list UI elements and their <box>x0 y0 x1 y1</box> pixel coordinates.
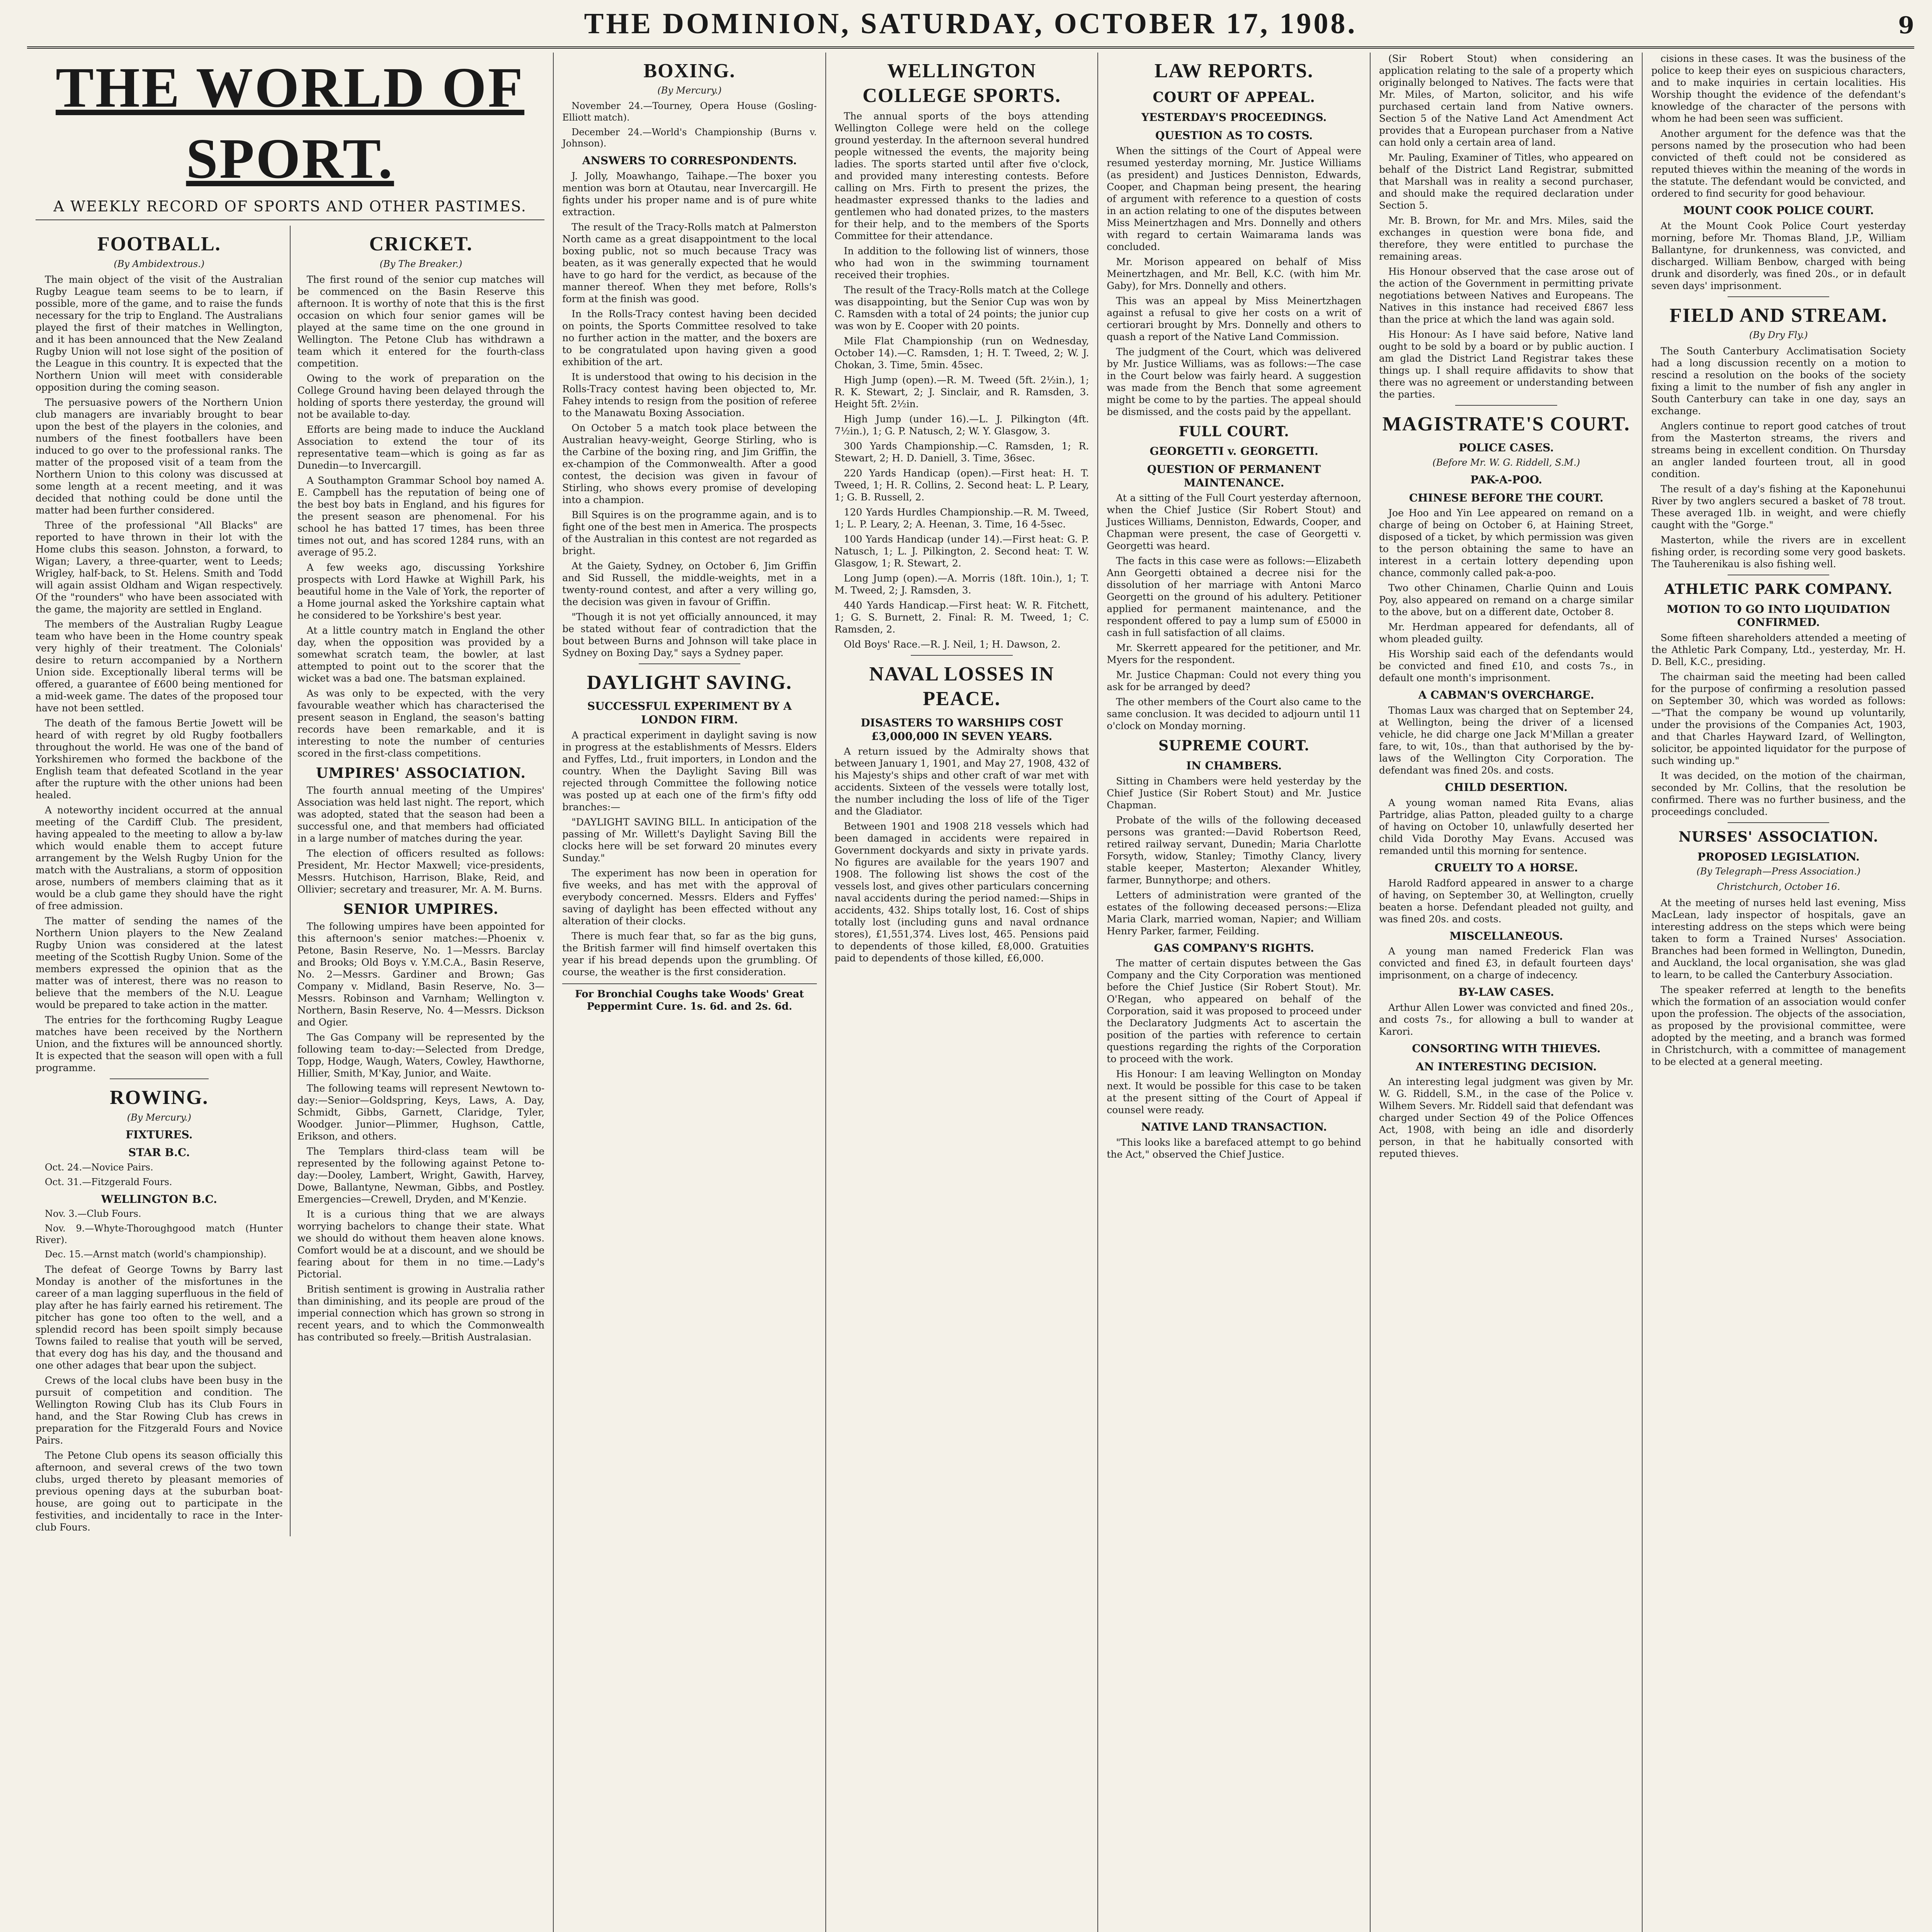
paragraph: The Petone Club opens its season officially this afternoon, and several crews of the two town clubs, urged thereto by pleasant memories of previous opening days at the suburban boat-house, are going out to participate in the festivities, and incidentally to race in the Inter-club Fours. <box>36 1450 283 1533</box>
answers-heading: ANSWERS TO CORRESPONDENTS. <box>582 154 797 167</box>
decision-continued <box>1651 53 1906 199</box>
boxing-column <box>554 53 826 1932</box>
divider <box>639 663 740 664</box>
cricket-body <box>298 274 545 759</box>
appeal-body <box>1107 145 1361 418</box>
paragraph: Nov. 3.—Club Fours. <box>45 1208 141 1219</box>
thieves-heading: CONSORTING WITH THIEVES. <box>1412 1042 1601 1055</box>
paragraph: The fourth annual meeting of the Umpires' Association was held last night. The report, which was adopted, stated that the season had been a successful one, and that members had officiated in a large number of matches during the year. <box>297 784 545 844</box>
paragraph: Owing to the work of preparation on the College Ground having been delayed through the holding of sports there yesterday, the ground will not be available to-day. <box>297 373 545 420</box>
paragraph: A noteworthy incident occurred at the annual meeting of the Cardiff Club. The president, having appealed to the meeting to allow a by-law which would enable them to accept future arrangement by the Welsh Rugby Union for the match with the Australians, a storm of opposition arose, numbers of members claiming that as it would be a club game they should have the right of free admission. <box>36 804 283 912</box>
appeal-sub: YESTERDAY'S PROCEEDINGS. <box>1141 111 1327 124</box>
senior-umpires-heading: SENIOR UMPIRES. <box>343 901 499 917</box>
masthead <box>27 7 1914 49</box>
paragraph: The experiment has now been in operation for five weeks, and has met with the approval of everybody concerned. Messrs. Elders and Fyffes' saving of daylight has been effected without any alteration of their clocks. <box>562 867 817 927</box>
paragraph: Efforts are being made to induce the Auckland Association to extend the tour of its representative team—which is going as far as Dunedin—to Invercargill. <box>297 424 545 471</box>
star-club-heading: STAR B.C. <box>128 1146 190 1159</box>
misc-heading: MISCELLANEOUS. <box>1449 929 1563 942</box>
supreme-heading: SUPREME COURT. <box>1158 738 1310 754</box>
magistrate-column <box>1371 53 1643 1932</box>
page-number: 9 <box>1898 12 1914 39</box>
gas-body <box>1107 957 1361 1116</box>
misc-text: A young man named Frederick Flan was convicted and fined £3, in default fourteen days' imprisonment, on a charge of indecency. <box>1379 946 1634 981</box>
daylight-body <box>562 729 817 978</box>
full-court-body <box>1107 492 1361 732</box>
supreme-sub: IN CHAMBERS. <box>1186 759 1282 772</box>
paragraph: 300 Yards Championship.—C. Ramsden, 1; R. Stewart, 2; H. D. Daniell, 3. Time, 36sec. <box>834 440 1089 464</box>
cricket-heading: CRICKET. <box>369 233 473 255</box>
paragraph: A return issued by the Admiralty shows that between January 1, 1901, and May 27, 1908, 432 of his Majesty's ships and other craft of war met with accidents. Sixteen of the vessels were totally lost, the number including the loss of life of the Tiger and the Gladiator. <box>834 746 1089 817</box>
college-column <box>826 53 1099 1932</box>
athletic-heading: ATHLETIC PARK COMPANY. <box>1664 581 1893 597</box>
football-column <box>36 226 291 1536</box>
paragraph: 100 Yards Handicap (under 14).—First heat: G. P. Natusch, 1; L. J. Pilkington, 2. Second heat: T. W. Glasgow, 1; R. Stewart, 2. <box>834 533 1089 569</box>
paragraph: Mr. Morison appeared on behalf of Miss Meinertzhagen, and Mr. Bell, K.C. (with him Mr. Gaby), for Mrs. Donnelly and others. <box>1107 256 1361 291</box>
football-body <box>36 274 283 1074</box>
rowing-byline: (By Mercury.) <box>127 1112 191 1123</box>
paragraph: 120 Yards Hurdles Championship.—R. M. Tweed, 1; L. P. Leary, 2; A. Heenan, 3. Time, 16 4-5sec. <box>834 506 1089 530</box>
paragraph: The result of the Tracy-Rolls match at the College was disappointing, but the Senior Cup was won by C. Ramsden with a total of 24 points; the junior cup was won by E. Cooper with 20 points. <box>834 284 1089 332</box>
paragraph: At a sitting of the Full Court yesterday afternoon, when the Chief Justice (Sir Robert Stout) and Justices Williams, Denniston, Edwards, Cooper, and Chapman were present, the case of Georgetti v. Georgetti was heard. <box>1107 492 1361 552</box>
bylaw-heading: BY-LAW CASES. <box>1458 986 1554 999</box>
paragraph: Mr. Skerrett appeared for the petitioner, and Mr. Myers for the respondent. <box>1107 642 1361 666</box>
native-heading: NATIVE LAND TRANSACTION. <box>1141 1121 1327 1134</box>
paragraph: The Templars third-class team will be represented by the following against Petone to-day:—Dooley, Lambert, Wright, Gawith, Harvey, Dowe, Ballantyne, Newman, Gibbs, and Postley. Emergencies—Crewell, Dryden, and M'Kenzie. <box>297 1145 545 1205</box>
paragraph: (Sir Robert Stout) when considering an application relating to the sale of a property which originally belonged to Natives. The facts were that Mr. Miles, of Marton, solicitor, and his wife purchased certain land from Native owners. Section 5 of the Native Land Act Amendment Act provides that a European purchaser from a Native can hold only a certain area of land. <box>1379 53 1634 148</box>
paragraph: Some fifteen shareholders attended a meeting of the Athletic Park Company, Ltd., yesterday, Mr. H. D. Bell, K.C., presiding. <box>1651 632 1906 667</box>
paragraph: Dec. 15.—Arnst match (world's championship). <box>45 1249 267 1260</box>
nurses-sub: PROPOSED LEGISLATION. <box>1697 850 1860 863</box>
paragraph: Crews of the local clubs have been busy in the pursuit of competition and condition. The Wellington Rowing Club has its Club Fours in hand, and the Star Rowing Club has crews in preparation for the Fitzgerald Fours and Novice Pairs. <box>36 1375 283 1446</box>
columns <box>27 53 1914 1932</box>
paragraph: In the Rolls-Tracy contest having been decided on points, the Sports Committee resolved to take no further action in the matter, and the boxers are to be congratulated upon having given a good exhibition of the art. <box>562 308 817 367</box>
cabman-heading: A CABMAN'S OVERCHARGE. <box>1418 689 1594 702</box>
paragraph: Mr. Herdman appeared for defendants, all of whom pleaded guilty. <box>1379 621 1634 645</box>
paragraph: Masterton, while the rivers are in excellent fishing order, is recording some very good baskets. The Tauherenikau is also fishing well. <box>1651 534 1906 570</box>
answers-text: J. Jolly, Moawhango, Taihape.—The boxer you mention was born at Otautau, near Invercargill. He fights under his proper name and is of pure white extraction. <box>562 170 817 218</box>
rowing-body <box>36 1264 283 1533</box>
paragraph: His Honour: I am leaving Wellington on Monday next. It would be possible for this case to be taken at the present sitting of the Court of Appeal if counsel were ready. <box>1107 1068 1361 1116</box>
pakapoo-heading: PAK-A-POO. <box>1470 473 1543 486</box>
paragraph: The speaker referred at length to the benefits which the formation of an association would confer upon the profession. The objects of the association, as proposed by the provisional committee, were adopted by the meeting, and a branch was formed in Christchurch, with a committee of management to be elected at a general meeting. <box>1651 984 1906 1067</box>
full-court-heading: FULL COURT. <box>1179 423 1289 440</box>
paragraph: British sentiment is growing in Australia rather than diminishing, and its people are proud of the imperial connection which has grown so strong in recent years, and to which the Commonwealth has contributed so freely.—British Australasian. <box>297 1283 545 1343</box>
paragraph: The other members of the Court also came to the same conclusion. It was decided to adjourn until 11 o'clock on Monday morning. <box>1107 696 1361 732</box>
paragraph: This was an appeal by Miss Meinertzhagen against a refusal to give her costs on a writ of certiorari brought by Mrs. Donnelly and others to quash a report of the Native Land Commission. <box>1107 295 1361 342</box>
paragraph: Bill Squires is on the programme again, and is to fight one of the best men in America. The prospects of the Australian in this contest are not regarded as bright. <box>562 509 817 556</box>
paragraph: Nov. 9.—Whyte-Thoroughgood match (Hunter River). <box>36 1223 283 1245</box>
wellington-club-heading: WELLINGTON B.C. <box>101 1192 217 1206</box>
athletic-body <box>1651 632 1906 818</box>
paragraph: Between 1901 and 1908 218 vessels which had been damaged in accidents were repaired in Government dockyards and sixty in private yards. No figures are available for the years 1907 and 1908. The following list shows the cost of the vessels lost, and gives other particulars concerning naval accidents during the period named:—Ships in accidents, 432. Ships totally lost, 16. Cost of ships totally lost (including guns and naval ordnance stores), £1,551,374. Lives lost, 465. Pensions paid to dependents of those killed, £8,000. Gratuities paid to dependents of those killed, £6,000. <box>834 821 1089 964</box>
law-column <box>1098 53 1371 1932</box>
cruelty-heading: CRUELTY TO A HORSE. <box>1434 861 1578 874</box>
naval-body <box>835 745 1089 964</box>
paragraph: The South Canterbury Acclimatisation Society had a long discussion recently on a motion to rescind a resolution on the books of the society fixing a limit to the number of fish any angler in South Canterbury can take in one day, says an exchange. <box>1651 345 1906 417</box>
paragraph: Anglers continue to report good catches of trout from the Masterton streams, the rivers and streams being in excellent condition. On Thursday an angler landed fourteen trout, all in good condition. <box>1651 420 1906 480</box>
decision-text: An interesting legal judgment was given by Mr. W. G. Riddell, S.M., in the case of the Police v. Wilhem Severs. Mr. Riddell said that defendant was charged under Section 49 of the Police Offences Act, 1908, with being an idle and disorderly person, in that he habitually consorted with reputed thieves. <box>1379 1076 1634 1160</box>
sport-title: THE WORLD OF SPORT. <box>56 56 525 190</box>
paragraph: The following teams will represent Newtown to-day:—Senior—Goldspring, Keys, Laws, A. Day, Schmidt, Gibbs, Garnett, Claridge, Tyler, Woodger. Junior—Plimmer, Hughson, Cattle, Erikson, and others. <box>297 1082 545 1142</box>
paragraph: His Honour: As I have said before, Native land ought to be sold by a board or by public auction. I am glad the District Land Registrar takes these things up. I shall require affidavits to show that there was no agreement or understanding between the parties. <box>1379 329 1634 400</box>
paragraph: Two other Chinamen, Charlie Quinn and Louis Poy, also appeared on remand on a charge similar to the above, but on a different date, October 8. <box>1379 582 1634 618</box>
field-column <box>1643 53 1914 1932</box>
divider <box>1455 405 1557 406</box>
field-byline: (By Dry Fly.) <box>1749 330 1808 341</box>
paragraph: "DAYLIGHT SAVING BILL. In anticipation of the passing of Mr. Willett's Daylight Saving Bill the clocks here will be set forward 20 minutes every Sunday." <box>562 816 817 864</box>
cricket-column <box>291 226 545 1536</box>
paragraph: Mr. B. Brown, for Mr. and Mrs. Miles, said the exchanges in question were bona fide, and therefore, they were entitled to purchase the remaining areas. <box>1379 215 1634 262</box>
football-byline: (By Ambidextrous.) <box>114 258 205 269</box>
paragraph: The facts in this case were as follows:—Elizabeth Ann Georgetti obtained a decree nisi for the dissolution of her marriage with Antoni Marco Georgetti on the ground of his adultery. Petitioner applied for permanent maintenance, and the respondent offered to pay a lump sum of £5000 in cash in full satisfaction of all claims. <box>1107 555 1361 639</box>
paragraph: Old Boys' Race.—R. J. Neil, 1; H. Dawson, 2. <box>844 638 1061 650</box>
rowing-fixtures-heading: FIXTURES. <box>126 1128 193 1141</box>
desertion-heading: CHILD DESERTION. <box>1445 781 1568 794</box>
paragraph: There is much fear that, so far as the big guns, the British farmer will find himself overtaken this year if his bread depends upon the grumbling. Of course, the weather is the first consideration. <box>562 930 817 978</box>
cruelty-text: Harold Radford appeared in answer to a charge of having, on September 30, at Wellington, cruelly beaten a horse. Defendant pleaded not guilty, and was fined 20s. and costs. <box>1379 877 1634 925</box>
paragraph: The matter of sending the names of the Northern Union players to the New Zealand Rugby Union was considered at the latest meeting of the Scottish Rugby Union. Some of the members expressed the opinion that as the matter was of interest, there was no reason to believe that the members of the N.U. League would be prepared to take action in the matter. <box>36 915 283 1011</box>
paragraph: 220 Yards Handicap (open).—First heat: H. T. Tweed, 1; H. R. Collins, 2. Second heat: L. P. Leary, 1; G. B. Russell, 2. <box>834 467 1089 503</box>
boxing-byline: (By Mercury.) <box>657 85 722 96</box>
paragraph: cisions in these cases. It was the business of the police to keep their eyes on suspicious characters, and to make inquiries in certain localities. His Worship thought the evidence of the defendant's knowledge of the character of the persons with whom he had been seen was sufficient. <box>1651 53 1906 124</box>
paragraph: When the sittings of the Court of Appeal were resumed yesterday morning, Mr. Justice Williams (as president) and Justices Denniston, Edwards, Cooper, and Chapman being present, the hearing of argument with reference to a question of costs in an action relating to one of the disputes between Miss Meinertzhagen and Mrs. Donnelly and others with regard to certain Waimarama lands was concluded. <box>1107 145 1361 252</box>
college-heading: WELLINGTON COLLEGE SPORTS. <box>862 60 1061 107</box>
paragraph: The Gas Company will be represented by the following team to-day:—Selected from Dredge, Topp, Hodge, Waugh, Waters, Cowley, Hawthorne, Hillier, Smith, M'Kay, Junior, and Waite. <box>297 1031 545 1079</box>
paragraph: Long Jump (open).—A. Morris (18ft. 10in.), 1; T. M. Tweed, 2; J. Ramsden, 3. <box>834 572 1089 596</box>
supreme-body <box>1107 775 1361 937</box>
field-heading: FIELD AND STREAM. <box>1669 304 1888 327</box>
paragraph: Oct. 24.—Novice Pairs. <box>45 1162 153 1173</box>
paragraph: The result of a day's fishing at the Kaponehunui River by two anglers secured a basket of 78 trout. These averaged 1lb. in weight, and were chiefly caught with the "Gorge." <box>1651 483 1906 531</box>
desertion-text: A young woman named Rita Evans, alias Partridge, alias Patton, pleaded guilty to a charge of having on October 10, unlawfully deserted her child Vida Dorothy May Evans. Accused was remanded until this morning for sentence. <box>1379 797 1634 856</box>
sport-columns <box>36 226 544 1536</box>
nurses-dateline: Christchurch, October 16. <box>1717 881 1840 893</box>
divider <box>1728 822 1829 823</box>
paragraph: A few weeks ago, discussing Yorkshire prospects with Lord Hawke at Wighill Park, his beautiful home in the Vale of York, the reporter of a Home journal asked the Yorkshire captain what he considered to be Yorkshire's best year. <box>297 562 545 621</box>
senior-umpires-body <box>298 920 545 1343</box>
paragraph: His Honour observed that the case arose out of the action of the Government in permitting private negotiations between Natives and Europeans. The Natives in this instance had received £867 less than the price at which the land was again sold. <box>1379 266 1634 325</box>
paragraph: "Though it is not yet officially announced, it may be stated without fear of contradiction that the bout between Burns and Johnson will take place in Sydney on Boxing Day," says a Sydney paper. <box>562 611 817 658</box>
chinese-heading: CHINESE BEFORE THE COURT. <box>1409 491 1604 504</box>
paragraph: At the Gaiety, Sydney, on October 6, Jim Griffin and Sid Russell, the middle-weights, met in a twenty-round contest, and after a very willing go, the decision was given in favour of Griffin. <box>562 560 817 607</box>
paragraph: The result of the Tracy-Rolls match at Palmerston North came as a great disappointment to the local boxing public, not so much because Tracy was beaten, as it was generally expected that he would have to go hard for the verdict, as because of the manner thereof. When they met before, Rolls's form at the finish was good. <box>562 221 817 304</box>
paragraph: High Jump (open).—R. M. Tweed (5ft. 2½in.), 1; R. K. Stewart, 2; J. Sinclair, and R. Ramsden, 3. Height 5ft. 2½in. <box>834 374 1089 410</box>
paragraph: The annual sports of the boys attending Wellington College were held on the college ground yesterday. In the afternoon several hundred people witnessed the events, the majority being ladies. The sports started until after five o'clock, and provided many interesting contests. Before calling on Mrs. Firth to present the prizes, the headmaster expressed thanks to the ladies and gentlemen who had donated prizes, to the masters for their help, and to the members of the Sports Committee for their attendance. <box>834 110 1089 242</box>
paragraph: The first round of the senior cup matches will be commenced on the Basin Reserve this afternoon. It is worthy of note that this is the first occasion on which four senior games will be played at the same time on the one ground in Wellington. The Petone Club has withdrawn a team which it entered for the fourth-class competition. <box>297 274 545 369</box>
masthead-title: THE DOMINION, SATURDAY, OCTOBER 17, 1908. <box>584 7 1357 40</box>
magistrate-body <box>1379 507 1634 684</box>
boxing-heading: BOXING. <box>643 60 736 82</box>
paragraph: 440 Yards Handicap.—First heat: W. R. Fitchett, 1; G. S. Burnett, 2. Final: R. M. Tweed, 1; C. Ramsden, 2. <box>834 599 1089 635</box>
paragraph: A practical experiment in daylight saving is now in progress at the establishments of Messrs. Elders and Fyffes, Ltd., fruit importers, in London and the country. When the Daylight Saving Bill was rejected through Committee the following notice was posted up at each one of the firm's fifty odd branches:— <box>562 729 817 813</box>
mount-cook-text: At the Mount Cook Police Court yesterday morning, before Mr. Thomas Bland, J.P., William Ballantyne, for drunkenness, was convicted, and discharged. William Benbow, charged with being drunk and disorderly, was fined 20s., or in default seven days' imprisonment. <box>1651 220 1906 291</box>
paragraph: The chairman said the meeting had been called for the purpose of confirming a resolution passed on September 30, which was worded as follows:—"That the company be wound up voluntarily, under the provisions of the Companies Act, 1903, and that Charles Hayward Izard, of Wellington, solicitor, be appointed liquidator for the purpose of such winding up." <box>1651 671 1906 766</box>
boxing-body <box>562 221 817 659</box>
paragraph: The following umpires have been appointed for this afternoon's senior matches:—Phoenix v. Petone, Basin Reserve, No. 1—Messrs. Barclay and Brooks; Old Boys v. Y.M.C.A., Basin Reserve, No. 2—Messrs. Gardiner and Brown; Gas Company v. Midland, Basin Reserve, No. 3—Messrs. Robinson and Varnham; Wellington v. Northern, Basin Reserve, No. 4—Messrs. Dickson and Ogier. <box>297 920 545 1028</box>
paragraph: The entries for the forthcoming Rugby League matches have been received by the Northern Union, and the fixtures will be announced shortly. It is expected that the season will open with a full programme. <box>36 1014 283 1074</box>
paragraph: The matter of certain disputes between the Gas Company and the City Corporation was mentioned before the Chief Justice (Sir Robert Stout). Mr. O'Regan, who appeared on behalf of the Corporation, said it was proposed to proceed under the Declaratory Judgments Act to ascertain the position of the parties with reference to certain questions regarding the rights of the Corporation to proceed with the work. <box>1107 957 1361 1065</box>
field-body <box>1651 345 1906 570</box>
appeal-heading: COURT OF APPEAL. <box>1153 89 1315 106</box>
umpires-body <box>298 784 545 895</box>
football-heading: FOOTBALL. <box>97 233 221 255</box>
paragraph: In addition to the following list of winners, those who had won in the swimming tournament received their trophies. <box>834 245 1089 281</box>
paragraph: The main object of the visit of the Australian Rugby League team seems to be to learn, if possible, more of the game, and to raise the funds necessary for the trip to England. The Australians played the first of their matches in Wellington, and it has been announced that the New Zealand Rugby Union will not lose sight of the position of the League in this country. It is expected that the Northern Union will meet with considerable opposition during the coming season. <box>36 274 283 393</box>
college-results <box>835 335 1089 650</box>
paragraph: Joe Hoo and Yin Lee appeared on remand on a charge of being on October 6, at Haining Street, disposed of a ticket, by which permission was given to the person obtaining the same to have an interest in a certain lottery depending upon chance, commonly called pak-a-poo. <box>1379 507 1634 579</box>
divider <box>911 655 1012 656</box>
wellington-fixtures <box>36 1208 283 1260</box>
divider <box>110 1078 209 1079</box>
paragraph: On October 5 a match took place between the Australian heavy-weight, George Stirling, who is the Carbine of the boxing ring, and Jim Griffin, the ex-champion of the Commonwealth. After a good contest, the decision was given in favour of Stirling, who shows every promise of developing into a champion. <box>562 422 817 505</box>
paragraph: Probate of the wills of the following deceased persons was granted:—David Robertson Reed, retired railway servant, Dunedin; Maria Charlotte Forsyth, widow, Stanley; Timothy Clancy, livery stable keeper, Masterton; Alexander Whitley, farmer, Bunnythorpe; and others. <box>1107 814 1361 886</box>
decision-heading: AN INTERESTING DECISION. <box>1416 1060 1597 1073</box>
full-court-sub: QUESTION OF PERMANENT MAINTENANCE. <box>1147 463 1321 489</box>
naval-subheading: DISASTERS TO WARSHIPS COST £3,000,000 IN SEVEN YEARS. <box>861 716 1063 743</box>
paragraph: The members of the Australian Rugby League team who have been in the Home country speak very highly of their treatment. The Colonials' desire to return accompanied by a Northern Union side. Exceptionally liberal terms will be offered, a guarantee of £600 being mentioned for a mid-week game. The dates of the proposed tour have not been settled. <box>36 619 283 714</box>
mount-cook-heading: MOUNT COOK POLICE COURT. <box>1683 204 1874 217</box>
paragraph: Mile Flat Championship (run on Wednesday, October 14).—C. Ramsden, 1; H. T. Tweed, 2; W. J. Chokan, 3. Time, 5min. 45sec. <box>834 335 1089 371</box>
paragraph: His Worship said each of the defendants would be convicted and fined £10, and costs 7s., in default one month's imprisonment. <box>1379 648 1634 684</box>
paragraph: December 24.—World's Championship (Burns v. Johnson). <box>562 126 817 149</box>
paragraph: As was only to be expected, with the very favourable weather which has characterised the present season in England, the season's batting records have been remarkable, and it is interesting to note the number of centuries scored in the first-class competitions. <box>297 688 545 759</box>
paragraph: Sitting in Chambers were held yesterday by the Chief Justice (Sir Robert Stout) and Mr. Justice Chapman. <box>1107 775 1361 811</box>
athletic-sub: MOTION TO GO INTO LIQUIDATION CONFIRMED. <box>1667 602 1891 629</box>
nurses-heading: NURSES' ASSOCIATION. <box>1679 829 1879 845</box>
paragraph: The persuasive powers of the Northern Union club managers are invariably brought to bear upon the best of the players in the colonies, and numbers of the finest footballers have been induced to go over to the professional ranks. The matter of the proposed visit of a team from the Northern Union to this colony was discussed at some length at a recent meeting, and it was decided that nothing could be done until the matter had been further considered. <box>36 397 283 516</box>
gas-heading: GAS COMPANY'S RIGHTS. <box>1154 941 1314 954</box>
paragraph: The death of the famous Bertie Jowett will be heard of with regret by old Rugby footballers throughout the world. He was one of the band of Yorkshiremen who formed the backbone of the English team that defeated Scotland in the year after the rupture with the other unions had been healed. <box>36 718 283 801</box>
magistrate-heading: MAGISTRATE'S COURT. <box>1382 413 1630 435</box>
paragraph: It is a curious thing that we are always worrying bachelors to change their state. What we should do without them heaven alone knows. Comfort would be at a discount, and we should be fearing about for them in no time.—Lady's Pictorial. <box>297 1208 545 1280</box>
umpires-heading: UMPIRES' ASSOCIATION. <box>316 765 526 782</box>
paragraph: The election of officers resulted as follows: President, Mr. Hector Maxwell; vice-presidents, Messrs. Hutchison, Harrison, Blake, Reid, and Ollivier; secretary and treasurer, Mr. A. M. Burns. <box>297 847 545 895</box>
paragraph: A Southampton Grammar School boy named A. E. Campbell has the reputation of being one of the best boy bats in England, and his figures for the present season are phenomenal. For his school he has batted 17 times, has been three times not out, and has scored 1284 runs, with an average of 95.2. <box>297 475 545 558</box>
paragraph: November 24.—Tourney, Opera House (Gosling-Elliott match). <box>562 100 817 123</box>
bylaw-text: Arthur Allen Lower was convicted and fined 20s., and costs 7s., for allowing a bull to wander at Karori. <box>1379 1002 1634 1037</box>
paragraph: Letters of administration were granted of the estates of the following deceased persons:—Eliza Maria Clark, married woman, Napier; and William Henry Parker, farmer, Feilding. <box>1107 889 1361 937</box>
full-court-case: GEORGETTI v. GEORGETTI. <box>1150 445 1318 458</box>
daylight-subheading: SUCCESSFUL EXPERIMENT BY A LONDON FIRM. <box>587 700 792 726</box>
sport-section <box>27 53 554 1932</box>
sport-banner <box>36 53 544 220</box>
rowing-heading: ROWING. <box>110 1087 209 1109</box>
college-body <box>835 110 1089 332</box>
police-cases-heading: POLICE CASES. <box>1459 441 1554 454</box>
paragraph: It was decided, on the motion of the chairman, seconded by Mr. Collins, that the resolution be confirmed. There was no further business, and the proceedings concluded. <box>1651 770 1906 817</box>
native-land-continued <box>1379 53 1634 400</box>
law-heading: LAW REPORTS. <box>1154 60 1314 82</box>
magistrate-before: (Before Mr. W. G. Riddell, S.M.) <box>1432 457 1580 468</box>
paragraph: Mr. Justice Chapman: Could not every thing you ask for be arranged by deed? <box>1107 669 1361 693</box>
paragraph: Three of the professional "All Blacks" are reported to have thrown in their lot with the Home clubs this season. Johnston, a forward, to Wigan; Lavery, a three-quarter, went to Leeds; Wrigley, half-back, to St. Helens. Smith and Todd will again assist Oldham and Wigan respectively. Of the "rounders" who have been associated with the game, the majority are settled in England. <box>36 520 283 615</box>
paragraph: High Jump (under 16).—L. J. Pilkington (4ft. 7½in.), 1; G. P. Natusch, 2; W. Y. Glasgow, 3. <box>834 413 1089 437</box>
paragraph: Oct. 31.—Fitzgerald Fours. <box>45 1176 172 1187</box>
nurses-body <box>1651 897 1906 1068</box>
paragraph: The judgment of the Court, which was delivered by Mr. Justice Williams, was as follows:—The case in the Court below was fairly heard. A suggestion was made from the Bench that some agreement might be come to by the parties. The appeal should be dismissed, and the costs paid by the appellant. <box>1107 346 1361 417</box>
boxing-dates <box>562 100 817 150</box>
star-fixtures <box>36 1162 283 1188</box>
native-text: "This looks like a barefaced attempt to go behind the Act," observed the Chief Justice. <box>1107 1137 1361 1160</box>
paragraph: At a little country match in England the other day, when the opposition was provided by a somewhat scratch team, the bowler, at last attempted to point out to the scorer that the wicket was a bad one. The batsman explained. <box>297 625 545 684</box>
divider <box>1728 296 1829 297</box>
paragraph: It is understood that owing to his decision in the Rolls-Tracy contest having been objected to, Mr. Fahey intends to resign from the position of referee to the Manawatu Boxing Association. <box>562 371 817 418</box>
naval-heading: NAVAL LOSSES IN PEACE. <box>869 663 1054 710</box>
daylight-heading: DAYLIGHT SAVING. <box>587 671 792 694</box>
paragraph: Mr. Pauling, Examiner of Titles, who appeared on behalf of the District Land Registrar, submitted that Marshall was in reality a second purchaser, and should make the required declaration under Section 5. <box>1379 152 1634 211</box>
paragraph: The defeat of George Towns by Barry last Monday is another of the misfortunes in the career of a man lagging superfluous in the field of play after he has fairly earned his retirement. The pitcher has gone too often to the well, and a splendid record has been spoilt simply because Towns failed to realise that youth will be served, that every dog has his day, and the thousand and one other adages that bear upon the subject. <box>36 1264 283 1371</box>
advertisement: For Bronchial Coughs take Woods' Great Peppermint Cure. 1s. 6d. and 2s. 6d. <box>562 983 817 1013</box>
nurses-byline: (By Telegraph—Press Association.) <box>1696 866 1861 877</box>
cricket-byline: (By The Breaker.) <box>379 258 463 269</box>
sport-subtitle: A WEEKLY RECORD OF SPORTS AND OTHER PASTIMES. <box>53 198 527 215</box>
paragraph: At the meeting of nurses held last evening, Miss MacLean, lady inspector of hospitals, gave an interesting address on the steps which were being taken to form a Trained Nurses' Association. Branches had been formed in Wellington, Dunedin, and Auckland, the local organisation, she was glad to learn, to be called the Canterbury Association. <box>1651 897 1906 980</box>
cabman-text: Thomas Laux was charged that on September 24, at Wellington, being the driver of a licensed vehicle, he did charge one Jack M'Millan a greater fare, to wit, 10s., than that authorised by the by-laws of the Wellington City Corporation. The defendant was fined 20s. and costs. <box>1379 705 1634 776</box>
costs-heading: QUESTION AS TO COSTS. <box>1155 129 1313 142</box>
paragraph: Another argument for the defence was that the persons named by the prosecution who had been convicted of theft could not be considered as reputed thieves within the meaning of the words in the statute. The defendant would be convicted, and ordered to find security for good behaviour. <box>1651 128 1906 199</box>
